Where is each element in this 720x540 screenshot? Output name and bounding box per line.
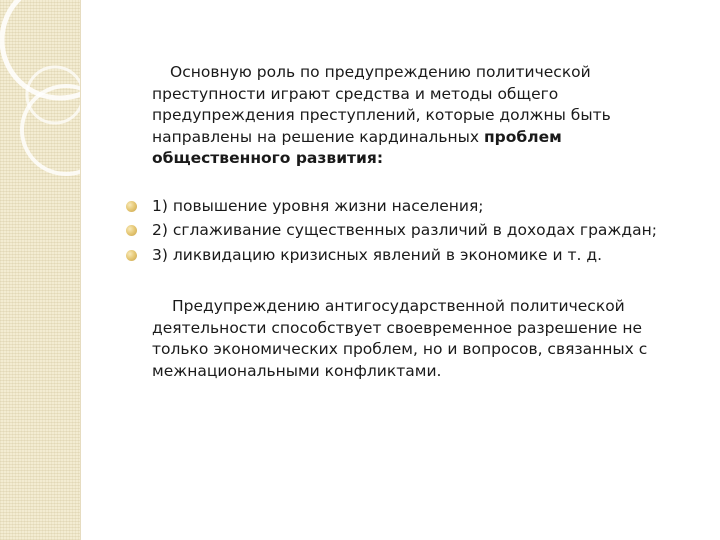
bullet-icon <box>126 201 137 212</box>
decorative-side-band <box>0 0 80 540</box>
decor-circle-large <box>2 0 80 98</box>
measures-list <box>152 196 692 267</box>
list-item-text: 3) ликвидацию кризисных явлений в экономике и т. д. <box>152 245 603 264</box>
list-item-text: 1) повышение уровня жизни населения; <box>152 196 484 215</box>
decorative-circles <box>0 0 80 540</box>
list-item <box>152 245 692 267</box>
paragraph-conclusion: Предупреждению антигосударственной политической деятельности способствует своевременное разрешение не только экономических проблем, но и вопросов, связанных с межнациональными конфликтами. <box>152 297 648 380</box>
paragraph-main-text: Основную роль по предупреждению политической преступности играют средства и методы общего предупреждения преступлений, которые должны быть направлены на решение кардинальных <box>152 63 611 146</box>
band-divider <box>80 0 81 540</box>
bullet-icon <box>126 225 137 236</box>
paragraph-main-bold: проблем общественного развития: <box>152 127 562 167</box>
paragraph-main <box>152 62 692 170</box>
list-item <box>152 196 692 218</box>
bullet-icon <box>126 250 137 261</box>
list-item-text: 2) сглаживание существенных различий в доходах граждан; <box>152 221 657 239</box>
slide-content <box>152 62 692 382</box>
list-item <box>152 220 692 242</box>
